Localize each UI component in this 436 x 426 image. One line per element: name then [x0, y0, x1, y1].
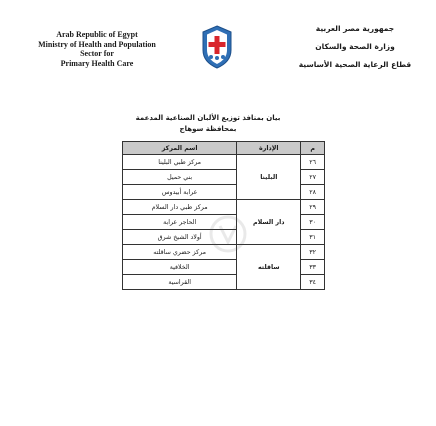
center-name: الخلافية — [123, 260, 237, 275]
center-name: عرابة أبيدوس — [123, 185, 237, 200]
english-header-line4: Primary Health Care — [60, 58, 134, 68]
row-number: ٢٨ — [301, 185, 325, 200]
header-administration: الإدارة — [237, 142, 301, 155]
row-number: ٣٢ — [301, 245, 325, 260]
row-number: ٣٣ — [301, 260, 325, 275]
watermark-icon — [206, 214, 250, 254]
row-number: ٢٩ — [301, 200, 325, 215]
center-name: مركز طبي دار السلام — [123, 200, 237, 215]
row-number: ٣١ — [301, 230, 325, 245]
ministry-of-health-logo-icon — [197, 24, 237, 70]
administration-cell: البلينا — [237, 155, 301, 200]
center-name: أولاد الشيخ شرق — [123, 230, 237, 245]
header-center-name: اسم المركز — [123, 142, 237, 155]
english-header-line3: Sector for — [80, 49, 114, 58]
center-name: مركز طبي البلينا — [123, 155, 237, 170]
administration-cell: ساقلته — [237, 245, 301, 290]
row-number: ٣٤ — [301, 275, 325, 290]
row-number: ٣٠ — [301, 215, 325, 230]
center-name: القراسية — [123, 275, 237, 290]
arabic-header-line1: جمهورية مصر العربية — [315, 24, 395, 33]
english-header-line1: Arab Republic of Egypt — [56, 30, 138, 39]
document-title-line1: بيان بمنافذ توزيع الألبان الصناعية المدعمة — [135, 114, 281, 122]
center-name: مركز حضري ساقلته — [123, 245, 237, 260]
arabic-header — [290, 20, 420, 74]
table-row — [123, 155, 325, 170]
header-number: م — [301, 142, 325, 155]
document-title — [108, 113, 308, 135]
arabic-header-line2: وزارة الصحة والسكان — [315, 42, 395, 51]
arabic-header-line3: قطاع الرعاية الصحية الأساسية — [298, 60, 412, 69]
english-header — [22, 30, 172, 68]
row-number: ٢٦ — [301, 155, 325, 170]
row-number: ٢٧ — [301, 170, 325, 185]
center-name: الحاجر عرابة — [123, 215, 237, 230]
center-name: بني حميل — [123, 170, 237, 185]
administration-cell: دار السلام — [237, 200, 301, 245]
english-header-line2: Ministry of Health and Population — [38, 39, 156, 49]
table-header-row — [123, 142, 325, 155]
document-title-line2: بمحافظة سوهاج — [179, 125, 237, 133]
table-row — [123, 200, 325, 215]
